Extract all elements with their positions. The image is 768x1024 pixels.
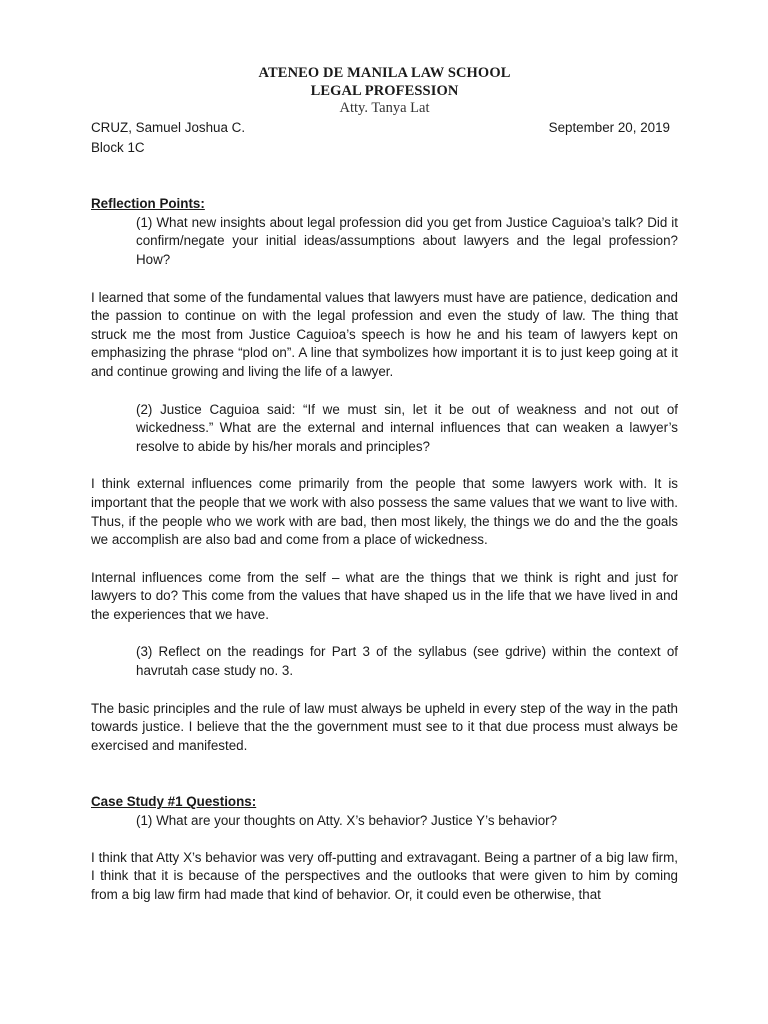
reflection-answer-2-internal: Internal influences come from the self – what are the things that we think is right and just for lawyers to do? This come from the values that have shaped us in the life that we have lived in and the experiences that we have. bbox=[91, 569, 678, 622]
case-study-question-1: (1) What are your thoughts on Atty. X’s behavior? Justice Y’s behavior? bbox=[136, 813, 558, 829]
student-meta-row bbox=[91, 119, 678, 138]
case-study-heading: Case Study #1 Questions: bbox=[91, 794, 257, 810]
reflection-answer-1: I learned that some of the fundamental values that lawyers must have are patience, dedication and the passion to continue on with the legal profession and even the study of law. The thing that struck me the most from Justice Caguioa’s speech is how he and his team of lawyers kept on emphasizing the phrase “plod on”. A line that symbolizes how important it is to just keep going at it and continue growing and living the life of a lawyer. bbox=[91, 289, 678, 379]
course-title: LEGAL PROFESSION bbox=[310, 83, 459, 99]
document-page bbox=[91, 64, 678, 904]
reflection-question-1: (1) What new insights about legal profession did you get from Justice Caguioa’s talk? Did it confirm/negate your initial ideas/assumptions about lawyers and the legal profession? How? bbox=[136, 214, 678, 267]
submission-date: September 20, 2019 bbox=[548, 120, 670, 135]
reflection-question-2: (2) Justice Caguioa said: “If we must sin, let it be out of weakness and not out of wickedness.” What are the external and internal influences that can weaken a lawyer’s resolve to abide by his/her morals and principles? bbox=[136, 401, 678, 454]
class-block: Block 1C bbox=[91, 139, 145, 155]
student-name: CRUZ, Samuel Joshua C. bbox=[91, 120, 246, 135]
reflection-answer-2-external: I think external influences come primarily from the people that some lawyers work with. It is important that the people that we work with also possess the same values that we want to live with. Thus, if the people who we work with are bad, then most likely, the things we do and the the goals we accomplish are also bad and come from a place of wickedness. bbox=[91, 476, 678, 548]
reflection-answer-3: The basic principles and the rule of law must always be upheld in every step of the way in the path towards justice. I believe that the the government must see to it that due process must always be exercised and manifested. bbox=[91, 700, 678, 753]
case-study-answer-1: I think that Atty X’s behavior was very off-putting and extravagant. Being a partner of a big law firm, I think that it is because of the perspectives and the outlooks that were given to him by coming from a big law firm had made that kind of behavior. Or, it could even be otherwise, that bbox=[91, 849, 678, 902]
reflection-points-heading: Reflection Points: bbox=[91, 196, 205, 212]
school-name: ATENEO DE MANILA LAW SCHOOL bbox=[258, 65, 511, 81]
professor-name: Atty. Tanya Lat bbox=[339, 100, 430, 116]
document-header bbox=[91, 64, 678, 117]
reflection-question-3: (3) Reflect on the readings for Part 3 of the syllabus (see gdrive) within the context of havrutah case study no. 3. bbox=[136, 644, 678, 679]
